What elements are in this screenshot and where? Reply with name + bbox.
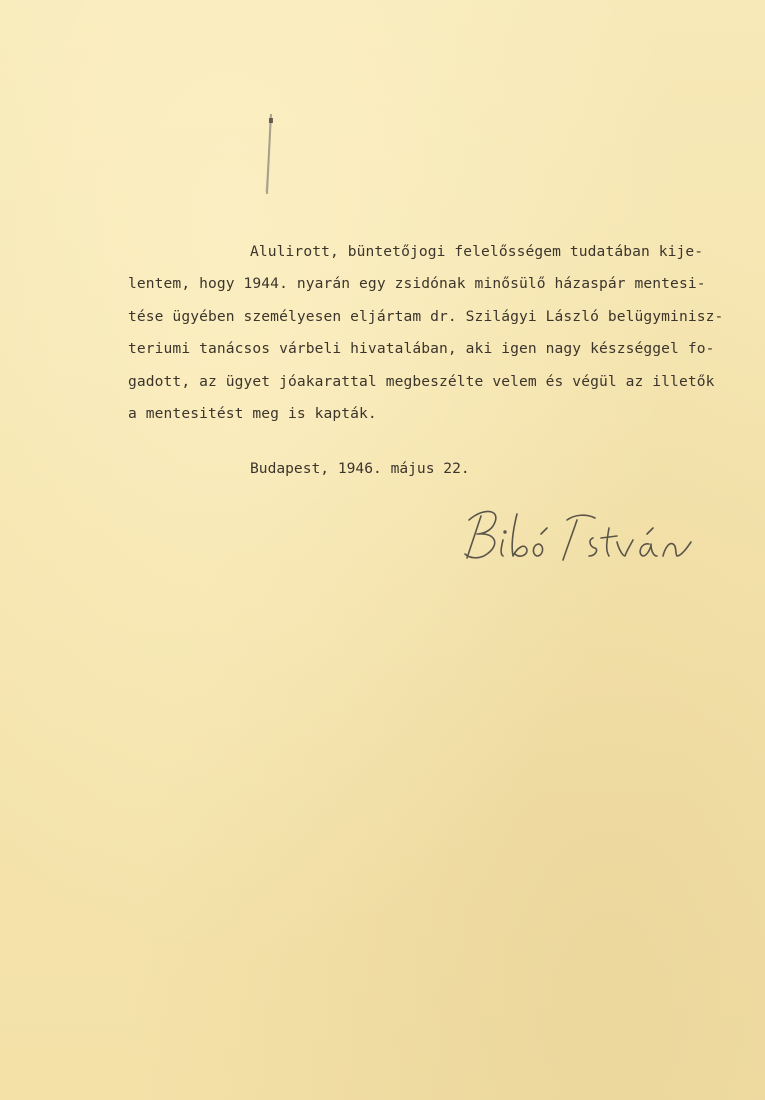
paragraph-line: Alulirott, büntetőjogi felelősségem tudatában kije-	[250, 243, 704, 260]
declaration-paragraph	[128, 236, 758, 430]
paragraph-line: teriumi tanácsos várbeli hivatalában, aki igen nagy készséggel fo-	[128, 340, 715, 358]
paragraph-line: a mentesitést meg is kapták.	[128, 404, 377, 422]
paragraph-line: lentem, hogy 1944. nyarán egy zsidónak minősülő házaspár mentesi-	[128, 275, 706, 293]
handwritten-signature	[455, 498, 715, 570]
paragraph-line: gadott, az ügyet jóakarattal megbeszélte velem és végül az illetők	[128, 372, 715, 390]
paragraph-line: tése ügyében személyesen eljártam dr. Szilágyi László belügyminisz-	[128, 307, 724, 325]
pencil-mark	[262, 112, 276, 196]
place-and-date: Budapest, 1946. május 22.	[250, 460, 470, 477]
